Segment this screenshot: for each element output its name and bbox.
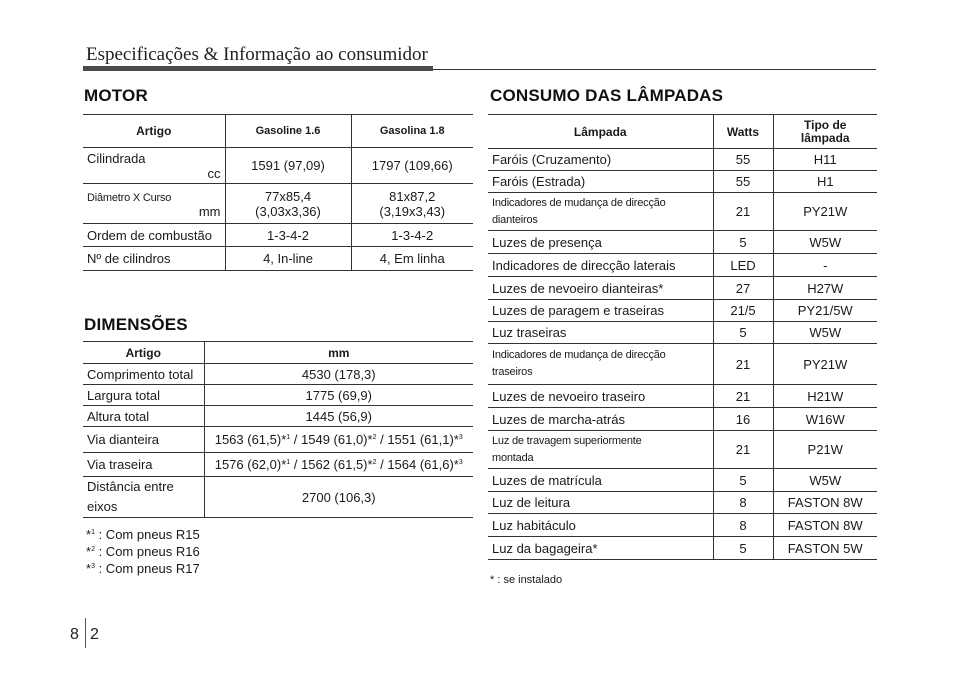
- row-label: Comprimento total: [83, 364, 204, 385]
- unit-label: mm: [198, 203, 221, 219]
- table-row: [83, 224, 473, 247]
- header-bar: [83, 66, 433, 71]
- table-cell: FASTON 8W: [773, 514, 877, 537]
- table-cell: 81x87,2 (3,19x3,43): [351, 184, 473, 224]
- table-cell: 1445 (56,9): [204, 406, 473, 427]
- table-cell: -: [773, 254, 877, 277]
- row-label: Largura total: [83, 385, 204, 406]
- row-label: Indicadores de mudança de direcção dianteiros: [488, 193, 713, 231]
- table-cell: LED: [713, 254, 773, 277]
- table-cell: 1591 (97,09): [225, 148, 351, 184]
- table-row: [83, 247, 473, 271]
- row-label: Luz da bagageira*: [488, 537, 713, 560]
- table-cell: 1-3-4-2: [351, 224, 473, 247]
- row-label: Luzes de nevoeiro dianteiras*: [488, 277, 713, 300]
- table-cell: PY21W: [773, 193, 877, 231]
- row-label: Luz traseiras: [488, 322, 713, 344]
- row-label: Luz habitáculo: [488, 514, 713, 537]
- table-cell: FASTON 5W: [773, 537, 877, 560]
- table-cell: 1797 (109,66): [351, 148, 473, 184]
- table-cell: 8: [713, 514, 773, 537]
- row-label: Via dianteira: [83, 427, 204, 453]
- table-cell: H11: [773, 149, 877, 171]
- table-row: [488, 300, 877, 322]
- table-row: [488, 408, 877, 431]
- table-cell: H21W: [773, 385, 877, 408]
- motor-table: [83, 114, 473, 271]
- row-label: Indicadores de mudança de direcção traseiros: [488, 344, 713, 385]
- table-cell: 5: [713, 322, 773, 344]
- column-header: Watts: [713, 115, 773, 149]
- dimensoes-table: [83, 341, 473, 518]
- row-label: Indicadores de direcção laterais: [488, 254, 713, 277]
- table-row: [488, 431, 877, 469]
- column-header: Artigo: [83, 115, 225, 148]
- column-header: Artigo: [83, 342, 204, 364]
- header-rule: [433, 69, 876, 70]
- row-label: Faróis (Cruzamento): [488, 149, 713, 171]
- row-label: Luzes de presença: [488, 231, 713, 254]
- table-cell: 4, Em linha: [351, 247, 473, 271]
- table-cell: 1563 (61,5)*$^1$ / 1549 (61,0)*$^2$ / 1551 (61,1)*$^3$: [204, 427, 473, 453]
- row-label: Faróis (Estrada): [488, 171, 713, 193]
- table-row: [488, 254, 877, 277]
- table-header-row: [488, 115, 877, 149]
- table-row: [488, 344, 877, 385]
- page-number: 2: [90, 626, 99, 643]
- table-cell: 77x85,4 (3,03x3,36): [225, 184, 351, 224]
- row-label: Distância entre eixos: [83, 477, 204, 518]
- table-cell: 5: [713, 469, 773, 492]
- row-label: Diâmetro X Curso mm: [83, 184, 225, 224]
- table-cell: 21: [713, 431, 773, 469]
- table-cell: W5W: [773, 231, 877, 254]
- table-row: [488, 385, 877, 408]
- table-cell: PY21/5W: [773, 300, 877, 322]
- row-label: Altura total: [83, 406, 204, 427]
- table-row: [83, 406, 473, 427]
- table-cell: H27W: [773, 277, 877, 300]
- page-number-divider: [85, 618, 86, 648]
- table-row: [488, 193, 877, 231]
- table-cell: H1: [773, 171, 877, 193]
- table-row: [488, 149, 877, 171]
- motor-title: MOTOR: [84, 86, 148, 105]
- table-row: [488, 171, 877, 193]
- row-label: Luzes de paragem e traseiras: [488, 300, 713, 322]
- table-cell: P21W: [773, 431, 877, 469]
- column-header: mm: [204, 342, 473, 364]
- row-label: Luz de travagem superiormente montada: [488, 431, 713, 469]
- row-label: Nº de cilindros: [83, 247, 225, 271]
- table-cell: 55: [713, 171, 773, 193]
- lampadas-table: [488, 114, 877, 560]
- table-cell: 8: [713, 492, 773, 514]
- table-cell: 21: [713, 344, 773, 385]
- column-header: Gasoline 1.6: [225, 115, 351, 148]
- column-header: Tipo de lâmpada: [773, 115, 877, 149]
- row-label: Luz de leitura: [488, 492, 713, 514]
- table-row: [488, 231, 877, 254]
- row-label: Luzes de matrícula: [488, 469, 713, 492]
- lampadas-footnote: * : se instalado: [490, 574, 563, 586]
- table-cell: 21/5: [713, 300, 773, 322]
- table-row: [83, 364, 473, 385]
- table-cell: PY21W: [773, 344, 877, 385]
- column-header: Lâmpada: [488, 115, 713, 149]
- unit-label: cc: [207, 165, 221, 181]
- column-header: Gasolina 1.8: [351, 115, 473, 148]
- table-cell: 16: [713, 408, 773, 431]
- dimensoes-title: DIMENSÕES: [84, 315, 188, 334]
- table-row: [83, 184, 473, 224]
- table-row: [488, 277, 877, 300]
- table-row: [488, 514, 877, 537]
- table-cell: W5W: [773, 469, 877, 492]
- table-cell: 2700 (106,3): [204, 477, 473, 518]
- footnote-r17: *$^3$ : Com pneus R17: [86, 561, 200, 576]
- table-cell: FASTON 8W: [773, 492, 877, 514]
- footnote-r15: *$^1$ : Com pneus R15: [86, 527, 200, 542]
- chapter-number: 8: [70, 626, 79, 643]
- table-row: [83, 427, 473, 453]
- table-row: [83, 453, 473, 477]
- table-cell: 1-3-4-2: [225, 224, 351, 247]
- table-cell: 4, In-line: [225, 247, 351, 271]
- footnote-r16: *$^2$ : Com pneus R16: [86, 544, 200, 559]
- row-label: Luzes de nevoeiro traseiro: [488, 385, 713, 408]
- table-header-row: [83, 342, 473, 364]
- table-cell: 1775 (69,9): [204, 385, 473, 406]
- table-row: [488, 322, 877, 344]
- table-row: [488, 492, 877, 514]
- lampadas-title: CONSUMO DAS LÂMPADAS: [490, 86, 724, 105]
- table-cell: W16W: [773, 408, 877, 431]
- table-row: [83, 385, 473, 406]
- table-cell: 27: [713, 277, 773, 300]
- table-cell: W5W: [773, 322, 877, 344]
- table-header-row: [83, 115, 473, 148]
- table-cell: 21: [713, 385, 773, 408]
- table-cell: 1576 (62,0)*$^1$ / 1562 (61,5)*$^2$ / 1564 (61,6)*$^3$: [204, 453, 473, 477]
- row-label: Ordem de combustão: [83, 224, 225, 247]
- header-title: Especificações & Informação ao consumidor: [86, 44, 428, 65]
- table-cell: 55: [713, 149, 773, 171]
- table-cell: 5: [713, 537, 773, 560]
- row-label: Cilindrada cc: [83, 148, 225, 184]
- row-label: Via traseira: [83, 453, 204, 477]
- table-cell: 21: [713, 193, 773, 231]
- table-row: [83, 148, 473, 184]
- table-cell: 4530 (178,3): [204, 364, 473, 385]
- table-cell: 5: [713, 231, 773, 254]
- table-row: [83, 477, 473, 518]
- table-row: [488, 537, 877, 560]
- table-row: [488, 469, 877, 492]
- row-label: Luzes de marcha-atrás: [488, 408, 713, 431]
